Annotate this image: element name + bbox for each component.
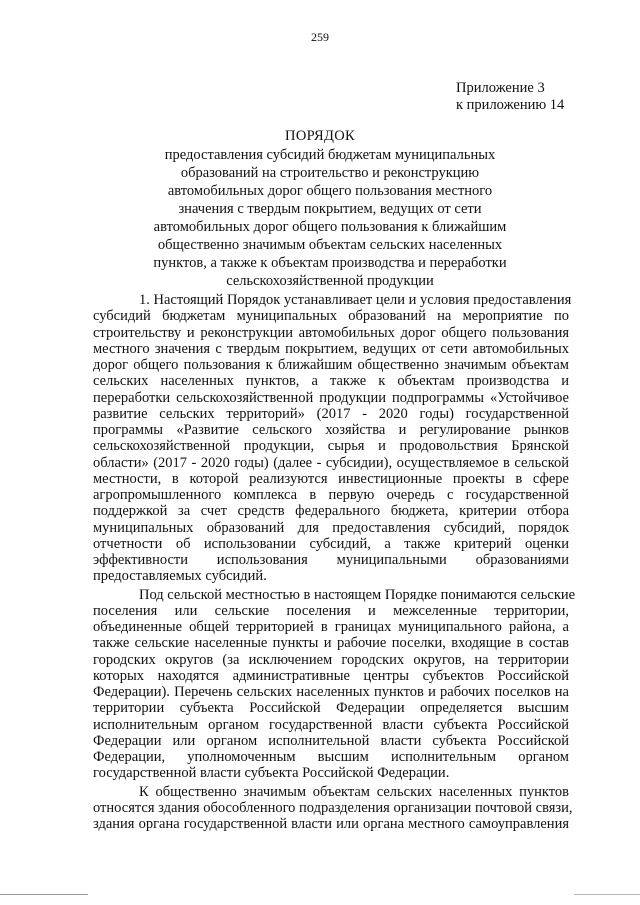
subtitle-line: автомобильных дорог общего пользования местного	[167, 183, 493, 199]
paragraph	[93, 783, 573, 833]
paragraph-line: государственной власти субъекта Российской Федерации.	[93, 765, 450, 782]
paragraph-line: Федерации или органом исполнительной власти субъекта Российской	[93, 732, 569, 749]
paragraph-line: дорог общего пользования к ближайшим общественно значимым объектам	[93, 357, 569, 373]
paragraph-line: строительству и реконструкции автомобильных дорог общего пользования	[93, 324, 569, 341]
paragraph-line: переработки сельскохозяйственной продукции подпрограммы «Устойчивое	[93, 389, 569, 406]
paragraph-line: городских округов (за исключением городских округов, на территории	[93, 651, 569, 668]
paragraph-line: исполнительным органом государственной власти субъекта Российской	[93, 716, 569, 733]
paragraph-line: сельскохозяйственной продукции, сырья и продовольствия Брянской	[93, 438, 569, 455]
paragraph-line: территории субъекта Российской Федерации определяется высшим	[93, 700, 569, 717]
page-number: 259	[311, 30, 329, 44]
paragraph-line: поселения или сельские поселения и межселенные территории,	[93, 602, 569, 619]
document-title: ПОРЯДОК	[285, 128, 355, 144]
paragraph-line: К общественно значимым объектам сельских населенных пунктов	[139, 783, 569, 800]
subtitle-line: пунктов, а также к объектам производства и переработки	[153, 255, 507, 271]
document-subtitle	[135, 146, 525, 290]
footer-rule-right	[574, 894, 640, 895]
paragraph-line: 1. Настоящий Порядок устанавливает цели и условия предоставления	[139, 292, 572, 308]
paragraph	[93, 586, 576, 782]
paragraph-line: эффективности использования муниципальными образованиями	[93, 552, 569, 568]
subtitle-line: значения с твердым покрытием, ведущих от сети	[178, 201, 482, 217]
footer-rule-left	[0, 894, 88, 895]
appendix-reference	[456, 80, 564, 114]
paragraph-line: также сельские населенные пункты и рабочие поселки, входящие в состав	[93, 635, 569, 652]
paragraph-line: субсидий бюджетам муниципальных образований на мероприятие по	[93, 308, 569, 325]
paragraph-line: Федерации). Перечень сельских населенных пунктов и рабочих поселков на	[93, 684, 569, 700]
document-body	[93, 292, 576, 832]
paragraph-line: местного значения с твердым покрытием, ведущих от сети автомобильных	[93, 340, 569, 357]
paragraph-line: отчетности об использовании субсидий, а также критерий оценки	[93, 535, 569, 552]
subtitle-line: образований на строительство и реконструкцию	[180, 165, 480, 181]
paragraph-line: Федерации, уполномоченным высшим исполнительным органом	[93, 749, 569, 765]
paragraph-line: относятся здания обособленного подразделения организации почтовой связи,	[93, 799, 573, 816]
paragraph-line: здания органа государственной власти или органа местного самоуправления	[93, 816, 569, 832]
paragraph-line: сельских населенных пунктов, а также к объектам производства и	[93, 373, 569, 390]
paragraph-line: местности, в которой реализуются инвестиционные проекты в сфере	[93, 470, 569, 487]
paragraph-line: агропромышленного комплекса в первую очередь с государственной	[93, 487, 569, 503]
paragraph-line: муниципальных образований для предоставления субсидий, порядок	[93, 519, 569, 536]
paragraph-line: области» (2017 - 2020 годы) (далее - субсидии), осуществляемое в сельской	[93, 454, 569, 471]
subtitle-line: сельскохозяйственной продукции	[226, 273, 434, 289]
subtitle-line: автомобильных дорог общего пользования к ближайшим	[153, 219, 507, 235]
subtitle-line: общественно значимым объектам сельских населенных	[157, 237, 503, 253]
paragraph-line: объединенные общей территорией в границах муниципального района, а	[93, 619, 569, 635]
appendix-line-1: Приложение 3	[456, 80, 545, 96]
appendix-line-2: к приложению 14	[456, 97, 565, 113]
paragraph-line: программы «Развитие сельского хозяйства и регулирование рынков	[93, 422, 569, 438]
paragraph-line: поддержкой за счет средств федерального бюджета, критерии отбора	[93, 503, 569, 520]
paragraph-line: развитие сельских территорий» (2017 - 2020 годы) государственной	[93, 405, 569, 422]
paragraph-line: предоставляемых субсидий.	[93, 568, 267, 585]
paragraph-line: Под сельской местностью в настоящем Порядке понимаются сельские	[139, 586, 576, 603]
paragraph-line: которых находятся административные центры субъектов Российской	[93, 667, 569, 684]
paragraph	[93, 292, 572, 585]
subtitle-line: предоставления субсидий бюджетам муниципальных	[164, 147, 496, 163]
